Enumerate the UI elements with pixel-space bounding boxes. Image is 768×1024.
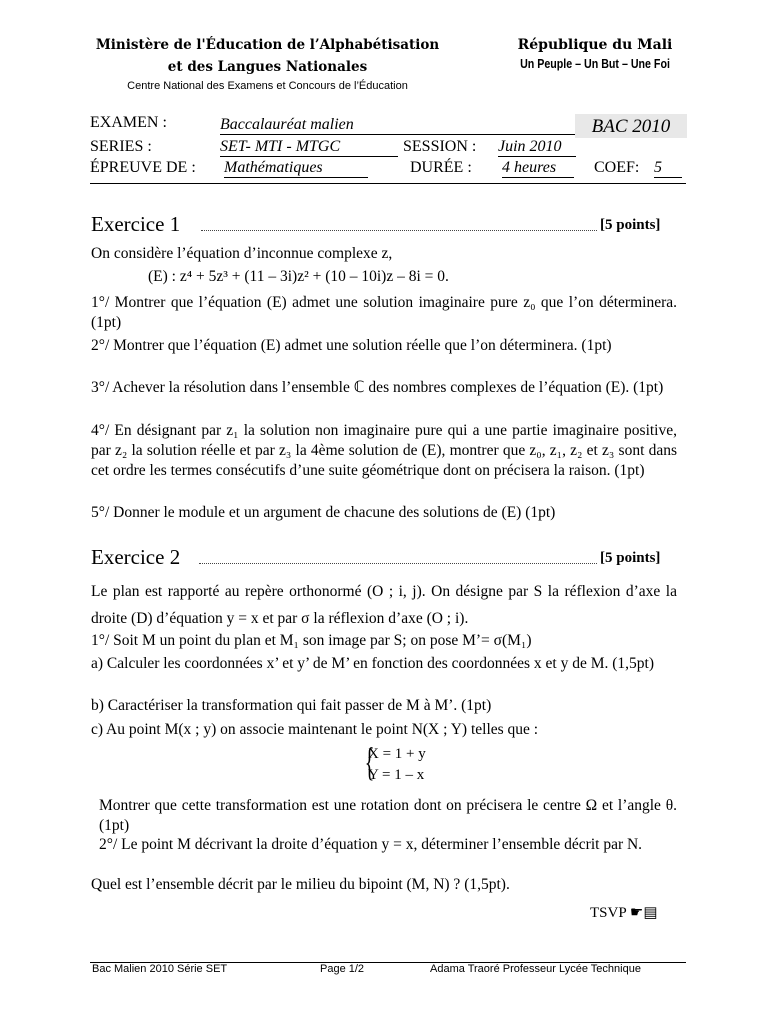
coef-label: COEF:	[594, 159, 640, 176]
series-label: SERIES :	[90, 138, 152, 155]
duree-label: DURÉE :	[410, 159, 472, 176]
system-of-equations	[364, 739, 426, 786]
exercise2-leader	[199, 563, 597, 564]
exercise1-intro: On considère l’équation d’inconnue complexe z,	[91, 245, 393, 262]
national-motto: Un Peuple – Un But – Une Foi	[520, 56, 670, 71]
exercise2-points: [5 points]	[600, 550, 661, 566]
examen-label: EXAMEN :	[90, 114, 167, 131]
session-label: SESSION :	[403, 138, 477, 155]
footer-right: Adama Traoré Professeur Lycée Technique	[430, 963, 641, 975]
series-value: SET- MTI - MTGC	[220, 138, 398, 157]
footer-left: Bac Malien 2010 Série SET	[92, 963, 228, 975]
exercise2-qc2: Montrer que cette transformation est une rotation dont on précisera le centre Ω et l’angle θ. (1pt)	[99, 797, 677, 834]
exercise2-qb: b) Caractériser la transformation qui fait passer de M à M’. (1pt)	[91, 697, 492, 714]
exercise2-q2: 2°/ Le point M décrivant la droite d’équation y = x, déterminer l’ensemble décrit par N.	[99, 836, 643, 853]
exercise2-q1: 1°/ Soit M un point du plan et M₁ son image par S; on pose M’= σ(M₁)	[91, 632, 532, 649]
examen-value: Baccalauréat malien	[220, 116, 354, 133]
footer-page-number: Page 1/2	[320, 963, 365, 975]
series-value-wrap	[220, 138, 398, 157]
bac-badge: BAC 2010	[575, 114, 687, 138]
republic-name: République du Mali	[517, 37, 673, 53]
duree-value-wrap	[502, 159, 574, 178]
epreuve-value-wrap	[224, 159, 368, 178]
epreuve-value: Mathématiques	[224, 159, 368, 178]
coef-value: 5	[654, 159, 682, 178]
exercise2-intro: Le plan est rapporté au repère orthonormé (O ; i, j). On désigne par S la réflexion d’axe la droite (D) d’équation y = x et par σ la réflexion d’axe (O ; i).	[91, 583, 677, 627]
ministry-line1: Ministère de l'Éducation de l’Alphabétisation	[95, 37, 440, 53]
epreuve-label: ÉPREUVE DE :	[90, 159, 196, 176]
exercise1-q3: 3°/ Achever la résolution dans l’ensemble ℂ des nombres complexes de l’équation (E). (1pt)	[91, 379, 664, 396]
examen-value-wrap	[220, 116, 575, 135]
session-value: Juin 2010	[498, 138, 576, 157]
exercise1-leader	[201, 230, 597, 231]
exercise1-title: Exercice 1	[91, 212, 181, 236]
exam-center: Centre National des Examens et Concours de l’Éducation	[127, 80, 408, 92]
turn-over-note: TSVP ☛▤	[590, 905, 658, 921]
header-separator	[90, 183, 686, 184]
republic-block	[500, 34, 690, 71]
exercise2-qa: a) Calculer les coordonnées x’ et y’ de M’ en fonction des coordonnées x et y de M. (1,5pt)	[91, 655, 654, 672]
exercise2-title: Exercice 2	[91, 545, 181, 569]
exercise1-q2: 2°/ Montrer que l’équation (E) admet une solution réelle que l’on déterminera. (1pt)	[91, 337, 612, 354]
system-line1: X = 1 + y	[368, 746, 426, 762]
ministry-block	[90, 34, 445, 78]
system-line2: Y = 1 – x	[368, 767, 425, 783]
coef-value-wrap	[654, 159, 682, 178]
ministry-line2: et des Langues Nationales	[167, 59, 368, 75]
exercise1-q1: 1°/ Montrer que l’équation (E) admet une solution imaginaire pure z₀ que l’on déterminera. (1pt)	[91, 294, 677, 331]
system-brace: {	[364, 739, 375, 784]
exercise1-equation: (E) : z⁴ + 5z³ + (11 – 3i)z² + (10 – 10i)z – 8i = 0.	[148, 268, 449, 285]
duree-value: 4 heures	[502, 159, 574, 178]
exercise1-points: [5 points]	[600, 217, 661, 233]
exercise1-q5: 5°/ Donner le module et un argument de chacune des solutions de (E) (1pt)	[91, 504, 556, 521]
session-value-wrap	[498, 138, 576, 157]
exercise2-qc: c) Au point M(x ; y) on associe maintenant le point N(X ; Y) telles que :	[91, 721, 539, 738]
exercise1-q4: 4°/ En désignant par z₁ la solution non imaginaire pure qui a une partie imaginaire positive, par z₂ la solution réelle et par z₃ la 4ème solution de (E), montrer que z₀, z₁, z₂ et z₃ sont dans cet ordre les termes consécutifs d’une suite géométrique dont on précisera la raison. (1pt)	[91, 422, 677, 479]
exercise2-q3: Quel est l’ensemble décrit par le milieu du bipoint (M, N) ? (1,5pt).	[91, 876, 510, 893]
